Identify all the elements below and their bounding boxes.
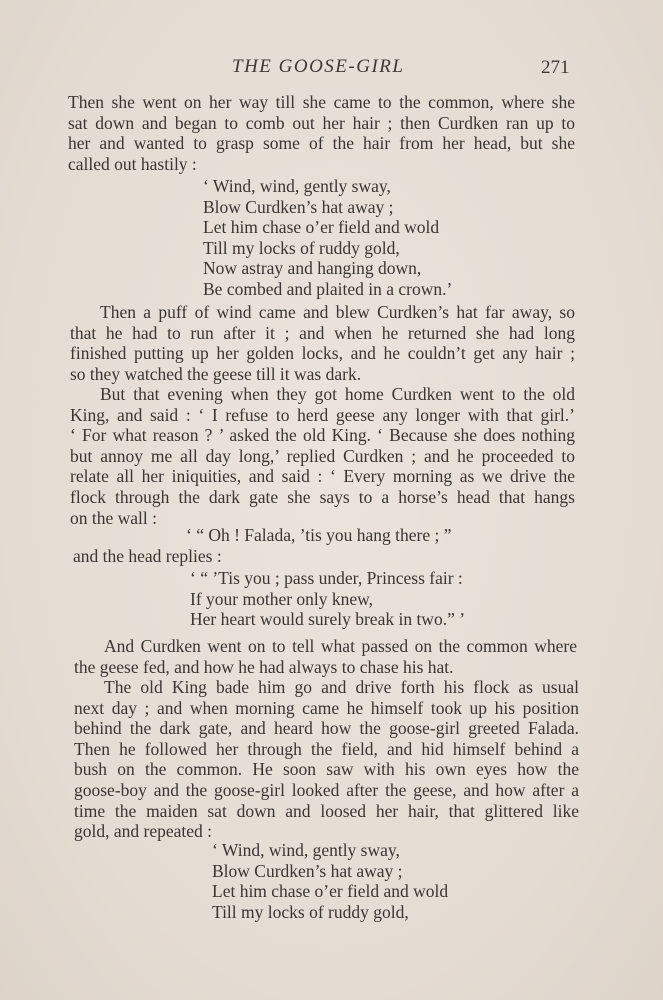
text-line: and the head replies :	[73, 546, 222, 566]
verse-4	[212, 840, 448, 922]
verse-line: Now astray and hanging down,	[203, 258, 422, 279]
text-line: And Curdken went on to tell what passed on the common where	[104, 636, 577, 656]
text-line: goose-boy and the goose-girl looked after the geese, and how after a	[74, 779, 579, 800]
running-head-title: THE GOOSE-GIRL	[232, 56, 405, 77]
text-line: the geese fed, and how he had always to chase his hat.	[74, 656, 454, 677]
text-line: next day ; and when morning came he himself took up his position	[74, 697, 579, 718]
verse-line: ‘ Wind, wind, gently sway,	[203, 176, 391, 196]
paragraph-3	[70, 384, 575, 528]
verse-line: Till my locks of ruddy gold,	[212, 901, 409, 922]
verse-3	[190, 568, 465, 630]
paragraph-5	[74, 636, 577, 677]
text-line: gold, and repeated :	[74, 821, 213, 842]
verse-line: Her heart would surely break in two.” ’	[190, 609, 466, 630]
text-line: But that evening when they got home Curdken went to the old	[100, 384, 575, 404]
text-line: Then a puff of wind came and blew Curdken’s hat far away, so	[100, 302, 575, 322]
page-number: 271	[541, 57, 570, 78]
text-line: Then she went on her way till she came to the common, where she	[68, 92, 575, 112]
paragraph-6	[74, 677, 579, 842]
paragraph-2	[70, 302, 575, 384]
verse-line: If your mother only knew,	[190, 588, 374, 609]
verse-line: ‘ “ ’Tis you ; pass under, Princess fair :	[190, 568, 463, 588]
text-line: sat down and began to comb out her hair ; then Curdken ran up to	[68, 112, 575, 133]
text-line: finished putting up her golden locks, and he couldn’t get any hair ;	[70, 343, 575, 364]
verse-line: ‘ Wind, wind, gently sway,	[212, 840, 400, 860]
verse-line: ‘ “ Oh ! Falada, ’tis you hang there ; ”	[186, 525, 452, 545]
text-line: that he had to run after it ; and when he returned she had long	[70, 322, 575, 343]
text-line: called out hastily :	[68, 153, 197, 174]
verse-line: Blow Curdken’s hat away ;	[212, 860, 403, 881]
verse-line: Blow Curdken’s hat away ;	[203, 196, 394, 217]
text-line: flock through the dark gate she says to a horse’s head that hangs	[70, 486, 575, 507]
text-line: relate all her iniquities, and said : ‘ Every morning as we drive the	[70, 466, 575, 487]
verse-2	[186, 525, 452, 546]
text-line: King, and said : ‘ I refuse to herd geese any longer with that girl.’	[70, 404, 575, 425]
text-line: so they watched the geese till it was dark.	[70, 363, 362, 384]
paragraph-1	[68, 92, 575, 174]
text-line: on the wall :	[70, 507, 157, 528]
verse-1	[203, 176, 452, 300]
text-line: The old King bade him go and drive forth his flock as usual	[104, 677, 579, 697]
verse-line: Let him chase o’er field and wold	[212, 881, 449, 902]
text-line: behind the dark gate, and heard how the goose-girl greeted Falada.	[74, 718, 579, 739]
verse-line: Be combed and plaited in a crown.’	[203, 278, 453, 299]
text-line: Then he followed her through the field, and hid himself behind a	[74, 738, 579, 759]
paragraph-4	[73, 546, 580, 567]
text-line: her and wanted to grasp some of the hair from her head, but she	[68, 133, 575, 154]
verse-line: Till my locks of ruddy gold,	[203, 237, 400, 258]
text-line: time the maiden sat down and loosed her hair, that glittered like	[74, 800, 579, 821]
text-line: ‘ For what reason ? ’ asked the old King. ‘ Because she does nothing	[70, 425, 575, 446]
verse-line: Let him chase o’er field and wold	[203, 217, 440, 238]
text-line: but annoy me all day long,’ replied Curdken ; and he proceeded to	[70, 445, 575, 466]
text-line: bush on the common. He soon saw with his own eyes how the	[74, 759, 579, 780]
